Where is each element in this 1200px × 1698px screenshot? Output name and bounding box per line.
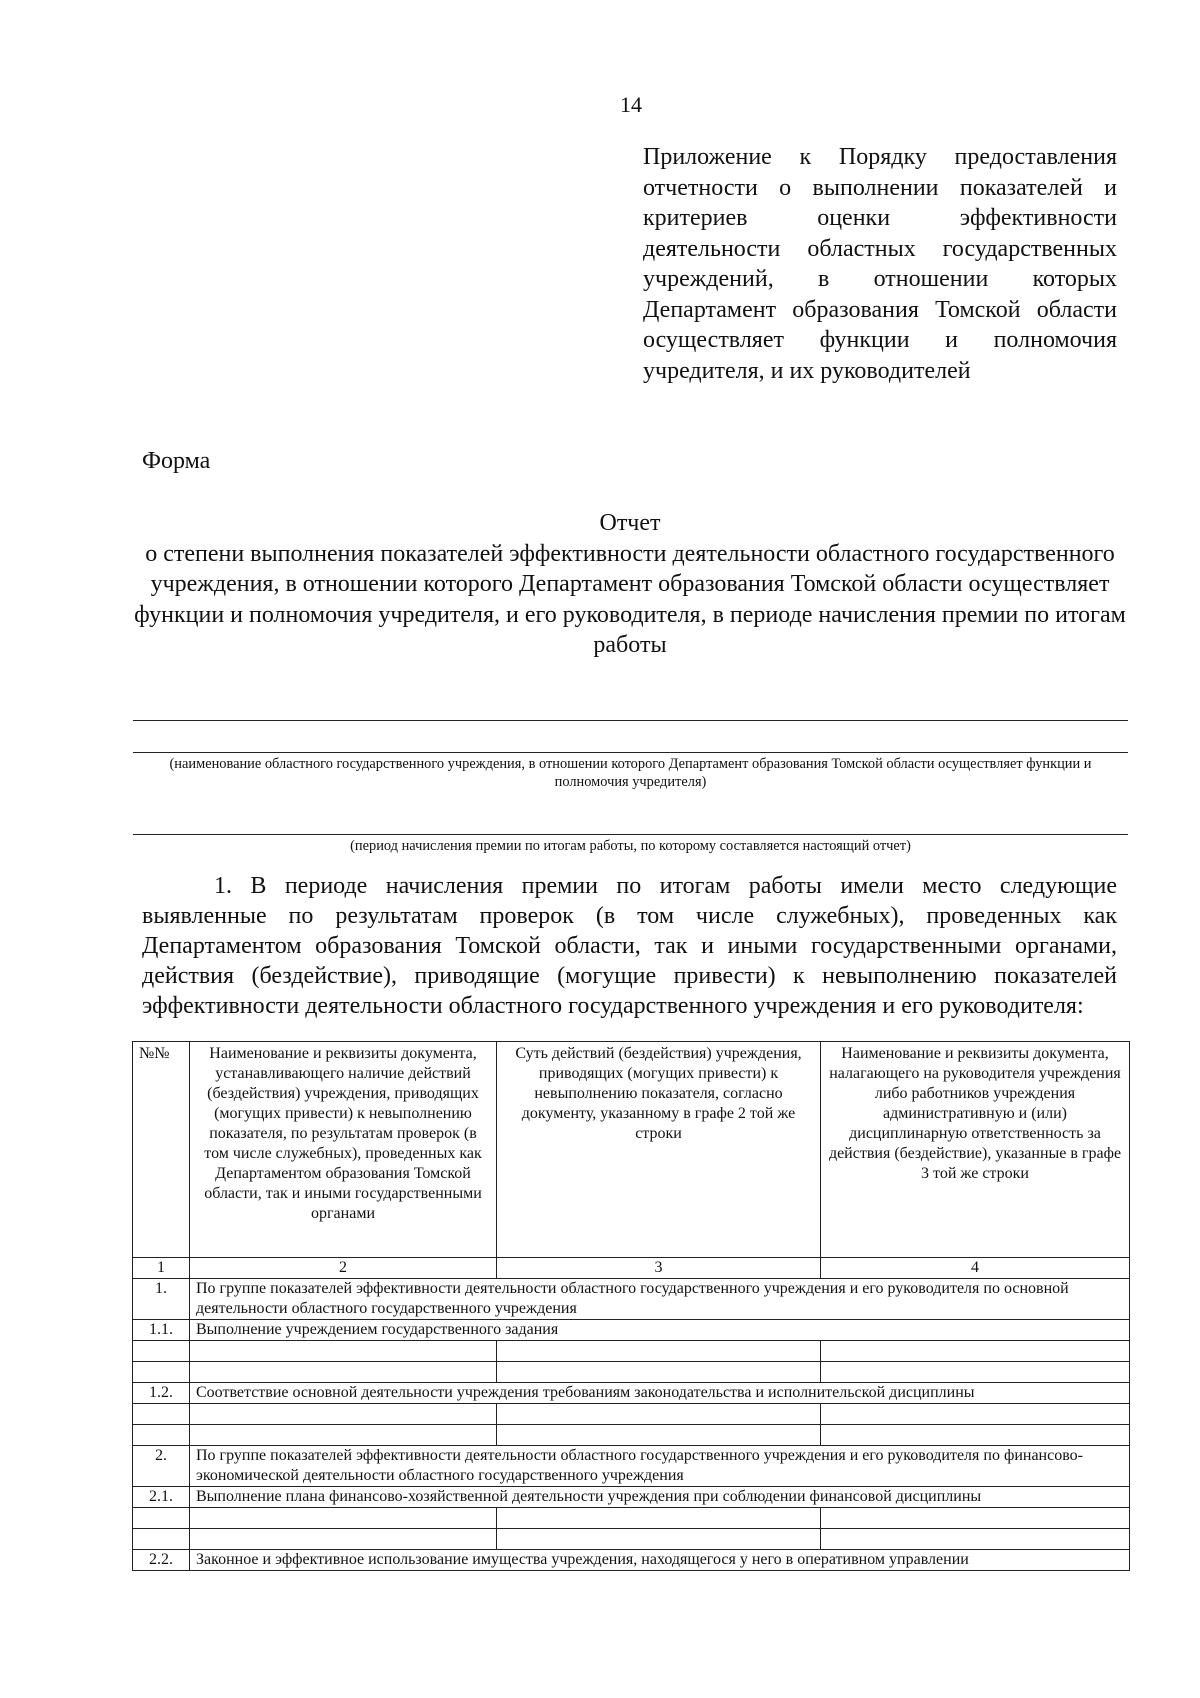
column-numbers-row bbox=[133, 1258, 1130, 1279]
table-section-row bbox=[133, 1446, 1130, 1487]
violations-table bbox=[132, 1041, 1130, 1571]
table-empty-row bbox=[133, 1529, 1130, 1550]
empty-cell bbox=[497, 1341, 821, 1362]
page-number: 14 bbox=[620, 92, 642, 117]
report-title: Отчет bbox=[599, 510, 661, 536]
header-cell-document: Наименование и реквизиты документа, устанавливающего наличие действий (бездействия) учреждения, приводящих (могущих привести) к невыполнению показателя, по результатам проверок (в том числе служебных), проведенных как Департаментом образования Томской области, так и иными государственными органами bbox=[190, 1042, 497, 1258]
table-empty-row bbox=[133, 1341, 1130, 1362]
section-number: 1. bbox=[133, 1279, 190, 1320]
empty-cell bbox=[190, 1425, 497, 1446]
section-text: По группе показателей эффективности деятельности областного государственного учреждения и его руководителя по финансово-экономической деятельности областного государственного учреждения bbox=[190, 1446, 1130, 1487]
empty-cell bbox=[190, 1529, 497, 1550]
empty-cell bbox=[497, 1508, 821, 1529]
period-caption: (период начисления премии по итогам работы, по которому составляется настоящий отчет) bbox=[350, 838, 911, 854]
empty-cell bbox=[497, 1425, 821, 1446]
empty-cell bbox=[497, 1529, 821, 1550]
table-empty-row bbox=[133, 1425, 1130, 1446]
empty-cell bbox=[497, 1362, 821, 1383]
empty-cell bbox=[133, 1362, 190, 1383]
table-section-row bbox=[133, 1320, 1130, 1341]
header-cell-number: №№ bbox=[133, 1042, 190, 1258]
period-line bbox=[133, 834, 1128, 835]
column-number: 4 bbox=[821, 1258, 1130, 1279]
header-cell-essence: Суть действий (бездействия) учреждения, приводящих (могущих привести) к невыполнению показателя, согласно документу, указанному в графе 2 той же строки bbox=[497, 1042, 821, 1258]
empty-cell bbox=[821, 1404, 1130, 1425]
section-text: Соответствие основной деятельности учреждения требованиям законодательства и исполнительской дисциплины bbox=[190, 1383, 1130, 1404]
empty-cell bbox=[133, 1425, 190, 1446]
section-number: 2. bbox=[133, 1446, 190, 1487]
column-number: 1 bbox=[133, 1258, 190, 1279]
institution-name-underline bbox=[133, 752, 1128, 753]
report-subtitle: о степени выполнения показателей эффективности деятельности областного государственного учреждения, в отношении которого Департамент образования Томской области осуществляет функции и полномочия учредителя, и его руководителя, в периоде начисления премии по итогам работы bbox=[134, 540, 1126, 658]
empty-cell bbox=[821, 1341, 1130, 1362]
report-title-block bbox=[130, 508, 1130, 661]
section-number: 2.1. bbox=[133, 1487, 190, 1508]
section-number: 2.2. bbox=[133, 1550, 190, 1571]
institution-name-line bbox=[133, 720, 1128, 721]
section-text: Выполнение учреждением государственного задания bbox=[190, 1320, 1130, 1341]
institution-name-caption: (наименование областного государственного учреждения, в отношении которого Департамент образования Томской области осуществляет функции и полномочия учредителя) bbox=[169, 756, 1092, 790]
table-section-row bbox=[133, 1487, 1130, 1508]
header-cell-responsibility: Наименование и реквизиты документа, налагающего на руководителя учреждения либо работников учреждения административную и (или) дисциплинарную ответственность за действия (бездействие), указанные в графе 3 той же строки bbox=[821, 1042, 1130, 1258]
column-number: 3 bbox=[497, 1258, 821, 1279]
empty-cell bbox=[190, 1404, 497, 1425]
table-section-row bbox=[133, 1383, 1130, 1404]
section-text: Законное и эффективное использование имущества учреждения, находящегося у него в оперативном управлении bbox=[190, 1550, 1130, 1571]
empty-cell bbox=[821, 1425, 1130, 1446]
empty-cell bbox=[497, 1404, 821, 1425]
empty-cell bbox=[821, 1529, 1130, 1550]
section-text: Выполнение плана финансово-хозяйственной деятельности учреждения при соблюдении финансовой дисциплины bbox=[190, 1487, 1130, 1508]
empty-cell bbox=[821, 1508, 1130, 1529]
empty-cell bbox=[190, 1362, 497, 1383]
section-text: По группе показателей эффективности деятельности областного государственного учреждения и его руководителя по основной деятельности областного государственного учреждения bbox=[190, 1279, 1130, 1320]
table-empty-row bbox=[133, 1508, 1130, 1529]
section-number: 1.1. bbox=[133, 1320, 190, 1341]
appendix-heading: Приложение к Порядку предоставления отчетности о выполнении показателей и критериев оценки эффективности деятельности областных государственных учреждений, в отношении которых Департамент образования Томской области осуществляет функции и полномочия учредителя, и их руководителей bbox=[643, 144, 1117, 384]
empty-cell bbox=[133, 1341, 190, 1362]
table-empty-row bbox=[133, 1362, 1130, 1383]
table-section-row bbox=[133, 1279, 1130, 1320]
empty-cell bbox=[190, 1508, 497, 1529]
empty-cell bbox=[190, 1341, 497, 1362]
paragraph-1: 1. В периоде начисления премии по итогам работы имели место следующие выявленные по результатам проверок (в том числе служебных), проведенных как Департаментом образования Томской области, так и иными государственными органами, действия (бездействие), приводящие (могущие привести) к невыполнению показателей эффективности деятельности областного государственного учреждения и его руководителя: bbox=[142, 873, 1117, 1019]
section-number: 1.2. bbox=[133, 1383, 190, 1404]
empty-cell bbox=[821, 1362, 1130, 1383]
form-label: Форма bbox=[142, 448, 211, 474]
table-header-row bbox=[133, 1042, 1130, 1258]
empty-cell bbox=[133, 1529, 190, 1550]
empty-cell bbox=[133, 1508, 190, 1529]
table-empty-row bbox=[133, 1404, 1130, 1425]
column-number: 2 bbox=[190, 1258, 497, 1279]
table-section-row bbox=[133, 1550, 1130, 1571]
empty-cell bbox=[133, 1404, 190, 1425]
